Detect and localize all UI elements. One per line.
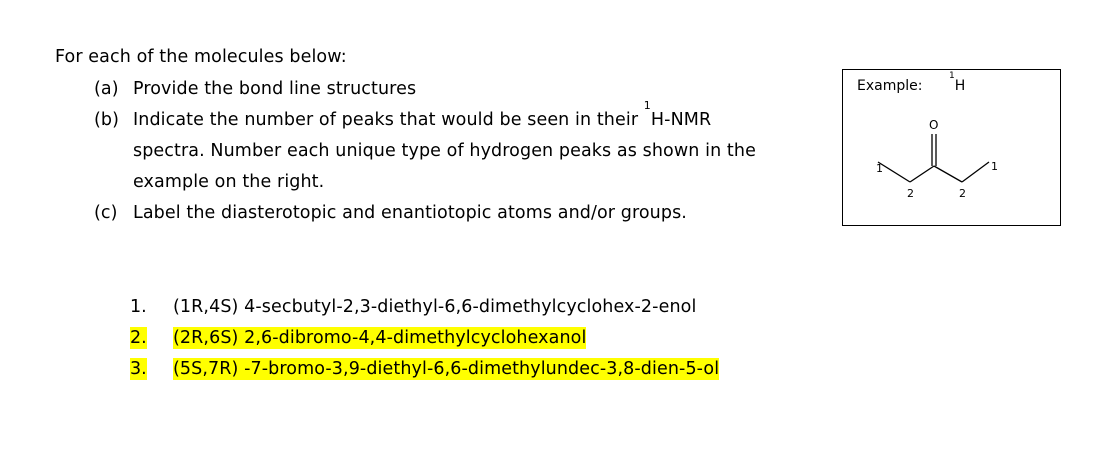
example-molecule	[843, 70, 1062, 227]
bond	[962, 162, 989, 182]
example-title: Example:	[857, 78, 923, 94]
instructions-intro: For each of the molecules below:	[55, 47, 347, 67]
molecule-name: (2R,6S) 2,6-dibromo-4,4-dimethylcyclohexanol	[173, 328, 587, 348]
instruction-b-line3: example on the right.	[133, 172, 325, 192]
instruction-b-line2: spectra. Number each unique type of hydrogen peaks as shown in the	[133, 141, 756, 161]
peak-label: 1	[991, 160, 998, 173]
molecule-number: 1.	[130, 297, 147, 317]
molecule-number: 3.	[130, 359, 147, 379]
instruction-a-label: (a)	[94, 79, 119, 99]
nmr-superscript: 1	[643, 99, 651, 112]
instruction-c-text: Label the diasterotopic and enantiotopic atoms and/or groups.	[133, 203, 687, 223]
oxygen-label: O	[929, 118, 939, 132]
molecule-name: (1R,4S) 4-secbutyl-2,3-diethyl-6,6-dimethylcyclohex-2-enol	[173, 297, 697, 317]
instruction-b-line1-post: H-NMR	[650, 110, 712, 130]
bond	[934, 166, 962, 182]
bond	[910, 166, 934, 182]
instruction-b-label: (b)	[94, 110, 120, 130]
peak-label: 1	[876, 162, 883, 175]
example-nmr-h: H	[954, 78, 966, 94]
peak-label: 2	[907, 187, 914, 200]
instruction-b-line1	[133, 99, 712, 131]
instruction-c-label: (c)	[94, 203, 118, 223]
example-box	[842, 69, 1061, 226]
molecule-number: 2.	[130, 328, 147, 348]
peak-label: 2	[959, 187, 966, 200]
instruction-b-line1-pre: Indicate the number of peaks that would be seen in their	[133, 110, 644, 130]
bond-lines	[878, 134, 989, 182]
molecule-name: (5S,7R) -7-bromo-3,9-diethyl-6,6-dimethylundec-3,8-dien-5-ol	[173, 359, 720, 379]
instruction-a-text: Provide the bond line structures	[133, 79, 417, 99]
example-nmr-superscript: 1	[949, 71, 955, 81]
